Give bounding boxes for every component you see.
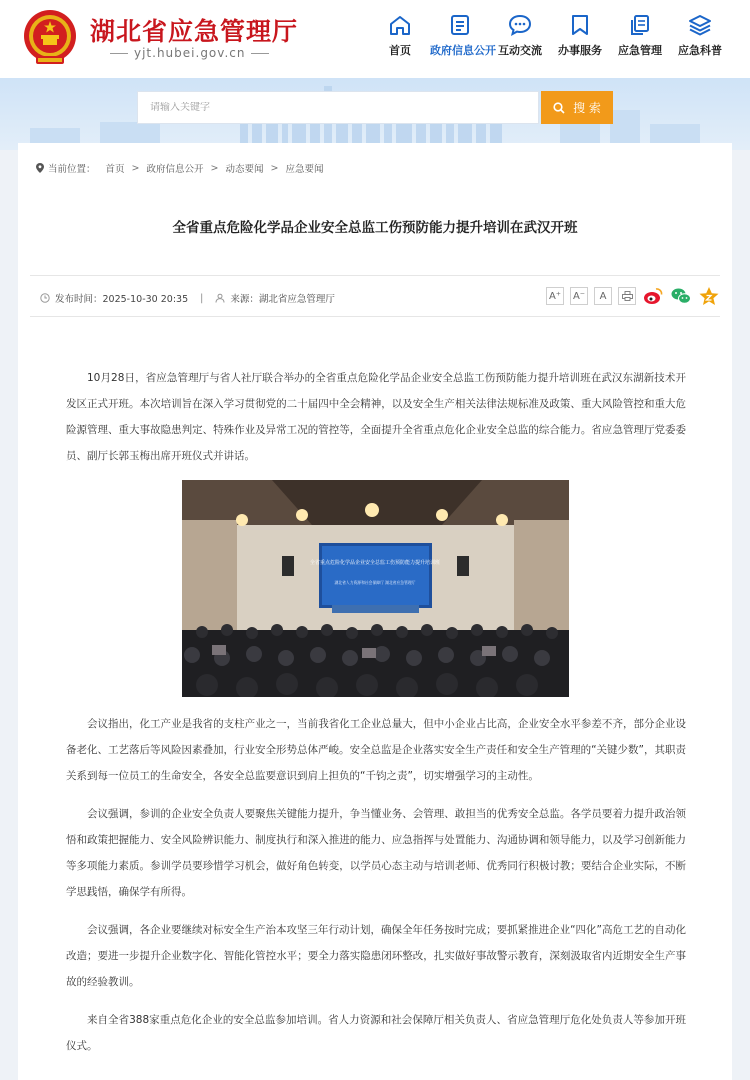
print-button[interactable] <box>618 287 636 305</box>
font-reset-button[interactable]: A <box>594 287 612 305</box>
breadcrumb-label: 当前位置： <box>48 164 96 175</box>
article-body <box>66 365 686 481</box>
article-tools <box>546 286 720 306</box>
meta-divider: | <box>200 292 204 304</box>
breadcrumb-item-news[interactable]: 动态要闻 <box>225 164 264 175</box>
clock-icon <box>40 293 50 303</box>
nav-label: 办事服务 <box>558 44 602 57</box>
search-field[interactable] <box>137 91 539 124</box>
font-increase-button[interactable]: A⁺ <box>546 287 564 305</box>
breadcrumb <box>36 161 323 175</box>
site-domain: yjt.hubei.gov.cn <box>104 46 275 60</box>
screen-subtext: 湖北省人力资源和社会保障厅 湖北省应急管理厅 <box>334 580 416 585</box>
article-paragraph: 来自全省388家重点危化企业的安全总监参加培训。省人力资源和社会保障厅相关负责人、省应急管理厅危化处负责人等参加开班仪式。 <box>66 1014 686 1052</box>
site-header <box>0 0 750 78</box>
breadcrumb-separator: > <box>210 162 219 174</box>
search-input[interactable] <box>150 102 538 113</box>
home-icon <box>388 14 412 36</box>
nav-item-services[interactable] <box>550 14 610 58</box>
publish-time: 发布时间：2025-10-30 20:35 <box>55 294 189 305</box>
printer-icon <box>622 291 633 301</box>
weibo-share-icon[interactable] <box>642 286 664 306</box>
screen-text: 全省重点危险化学品企业安全总监工伤预防能力提升培训班 <box>309 560 441 566</box>
location-pin-icon <box>36 163 44 173</box>
search-button-label: 搜 索 <box>573 101 601 115</box>
breadcrumb-item-emergency-news[interactable]: 应急要闻 <box>285 164 324 175</box>
article-body-continued <box>66 711 686 1071</box>
article-meta <box>30 275 720 317</box>
site-title[interactable]: 湖北省应急管理厅 <box>90 17 299 46</box>
article-paragraph: 会议指出，化工产业是我省的支柱产业之一，当前我省化工企业总量大，但中小企业占比高，企业安全水平参差不齐，部分企业设备老化、工艺落后等风险因素叠加，行业安全形势总体严峻。安全总监是企业落实安全生产责任和安全生产管理的“关键少数”，其职责关系到每一位员工的生命安全，各安全总监要意识到肩上担负的“千钧之责”，切实增强学习的主动性。 <box>66 718 686 782</box>
national-emblem-icon <box>22 8 78 68</box>
nav-label: 互动交流 <box>498 44 542 57</box>
article-paragraph: 10月28日，省应急管理厅与省人社厅联合举办的全省重点危险化学品企业安全总监工伤预防能力提升培训班在武汉东湖新技术开发区正式开班。本次培训旨在深入学习贯彻党的二十届四中全会精神，以及安全生产相关法律法规标准及政策、重大风险管控和重大危险源管理、重大事故隐患判定、特殊作业及异常工况的管控等，全面提升全省重点危化企业安全总监的综合能力。省应急管理厅党委委员、副厅长郭玉梅出席开班仪式并讲话。 <box>66 372 686 462</box>
meta-info <box>40 291 335 305</box>
search-button[interactable] <box>541 91 613 124</box>
article-card <box>18 143 732 1080</box>
breadcrumb-separator: > <box>131 162 140 174</box>
nav-item-home[interactable] <box>370 14 430 58</box>
article-title: 全省重点危险化学品企业安全总监工伤预防能力提升培训在武汉开班 <box>172 220 578 236</box>
bookmark-icon <box>568 14 592 36</box>
user-icon <box>215 293 225 303</box>
chat-icon <box>508 14 532 36</box>
wechat-share-icon[interactable] <box>670 286 692 306</box>
article-photo <box>182 480 569 697</box>
favorite-star-icon[interactable] <box>698 286 720 306</box>
nav-label: 政府信息公开 <box>430 44 496 57</box>
nav-label: 应急科普 <box>678 44 722 57</box>
article-source: 来源：湖北省应急管理厅 <box>230 294 335 305</box>
breadcrumb-item-home[interactable]: 首页 <box>105 164 125 175</box>
training-hall-photo <box>182 480 569 697</box>
layers-icon <box>688 14 712 36</box>
nav-item-gov-info[interactable] <box>430 14 496 58</box>
breadcrumb-item-gov-info[interactable]: 政府信息公开 <box>146 164 204 175</box>
search-icon <box>553 102 565 114</box>
font-decrease-button[interactable]: A⁻ <box>570 287 588 305</box>
nav-item-interaction[interactable] <box>490 14 550 58</box>
article-paragraph: 会议强调，各企业要继续对标安全生产治本攻坚三年行动计划，确保全年任务按时完成；要抓紧推进企业“四化”高危工艺的自动化改造；要进一步提升企业数字化、智能化管控水平；要全力落实隐患闭环整改，扎实做好事故警示教育，深刻汲取省内近期安全生产事故的经验教训。 <box>66 924 686 988</box>
nav-item-science[interactable] <box>670 14 730 58</box>
nav-item-emergency[interactable] <box>610 14 670 58</box>
nav-label: 首页 <box>389 44 411 57</box>
nav-label: 应急管理 <box>618 44 662 57</box>
document-icon <box>448 14 472 36</box>
copy-icon <box>628 14 652 36</box>
main-nav <box>370 14 730 58</box>
article-paragraph: 会议强调，参训的企业安全负责人要聚焦关键能力提升，争当懂业务、会管理、敢担当的优秀安全总监。各学员要着力提升政治领悟和政策把握能力、安全风险辨识能力、制度执行和深入推进的能力、应急指挥与处置能力、沟通协调和领导能力，以及学习创新能力等多项能力素质。参训学员要珍惜学习机会，做好角色转变，以学员心态主动与培训老师、优秀同行积极讨教；要结合企业实际，不断学思践悟，确保学有所得。 <box>66 808 686 898</box>
breadcrumb-separator: > <box>270 162 279 174</box>
